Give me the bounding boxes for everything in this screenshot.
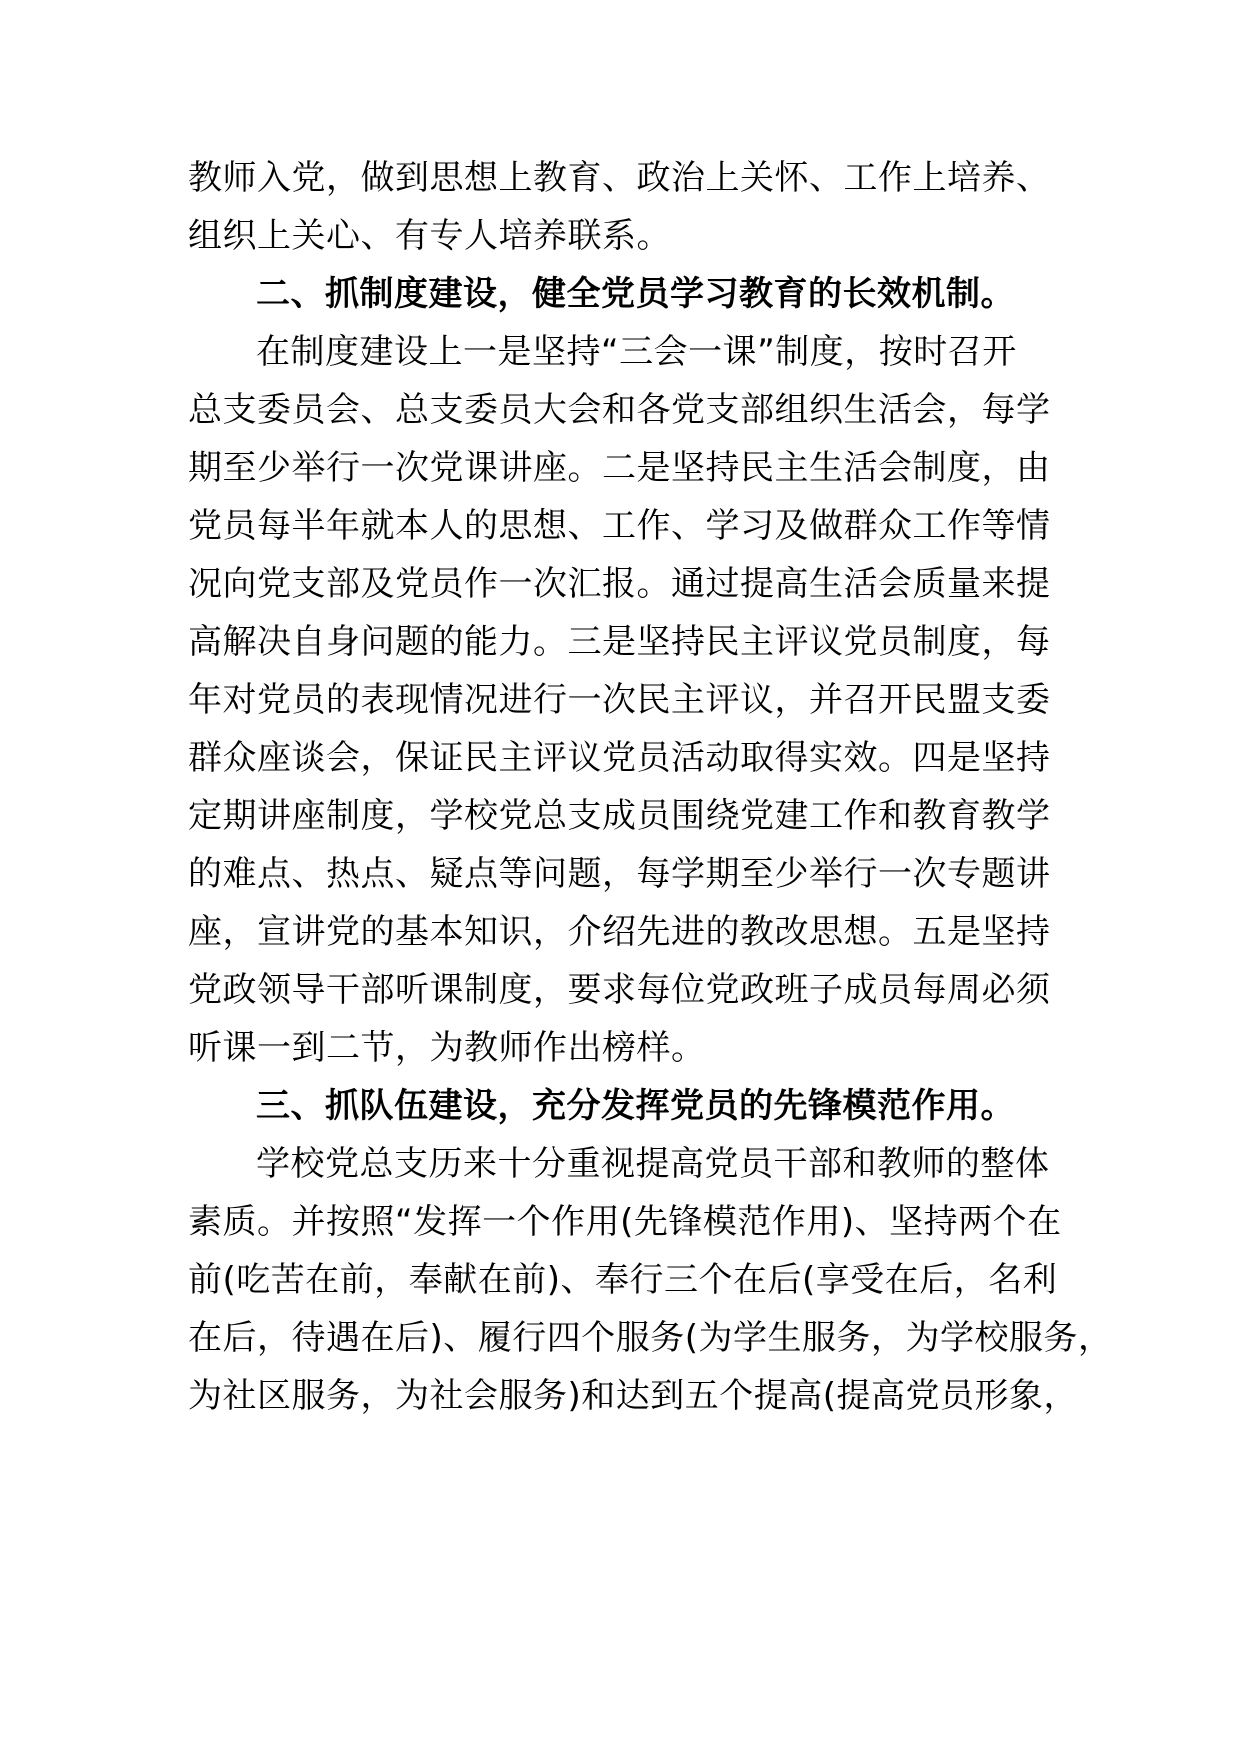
text-line: 座，宣讲党的基本知识，介绍先进的教改思想。五是坚持	[188, 912, 1051, 952]
section-heading-3: 三、抓队伍建设，充分发挥党员的先锋模范作用。	[256, 1086, 1015, 1126]
text-line: 年对党员的表现情况进行一次民主评议，并召开民盟支委	[188, 680, 1051, 720]
text-line: 为社区服务，为社会服务)和达到五个提高(提高党员形象，	[188, 1376, 1079, 1416]
text-line: 在后，待遇在后)、履行四个服务(为学生服务，为学校服务，	[188, 1318, 1113, 1358]
text-line: 高解决自身问题的能力。三是坚持民主评议党员制度，每	[188, 622, 1051, 662]
text-line: 组织上关心、有专人培养联系。	[188, 216, 671, 256]
text-line: 前(吃苦在前，奉献在前)、奉行三个在后(享受在后，名利	[188, 1260, 1058, 1300]
text-line: 听课一到二节，为教师作出榜样。	[188, 1028, 706, 1068]
text-line: 定期讲座制度，学校党总支成员围绕党建工作和教育教学	[188, 796, 1051, 836]
section-heading-2: 二、抓制度建设，健全党员学习教育的长效机制。	[256, 274, 1015, 314]
text-line: 教师入党，做到思想上教育、政治上关怀、工作上培养、	[188, 158, 1051, 198]
text-line: 的难点、热点、疑点等问题，每学期至少举行一次专题讲	[188, 854, 1051, 894]
text-line: 学校党总支历来十分重视提高党员干部和教师的整体	[256, 1144, 1050, 1184]
text-line: 况向党支部及党员作一次汇报。通过提高生活会质量来提	[188, 564, 1051, 604]
text-line: 党政领导干部听课制度，要求每位党政班子成员每周必须	[188, 970, 1051, 1010]
text-line: 期至少举行一次党课讲座。二是坚持民主生活会制度，由	[188, 448, 1051, 488]
text-line: 群众座谈会，保证民主评议党员活动取得实效。四是坚持	[188, 738, 1051, 778]
text-line: 党员每半年就本人的思想、工作、学习及做群众工作等情	[188, 506, 1051, 546]
text-line: 总支委员会、总支委员大会和各党支部组织生活会，每学	[188, 390, 1051, 430]
text-line: 在制度建设上一是坚持“三会一课”制度，按时召开	[256, 332, 1017, 372]
text-line: 素质。并按照“发挥一个作用(先锋模范作用)、坚持两个在	[188, 1202, 1062, 1242]
